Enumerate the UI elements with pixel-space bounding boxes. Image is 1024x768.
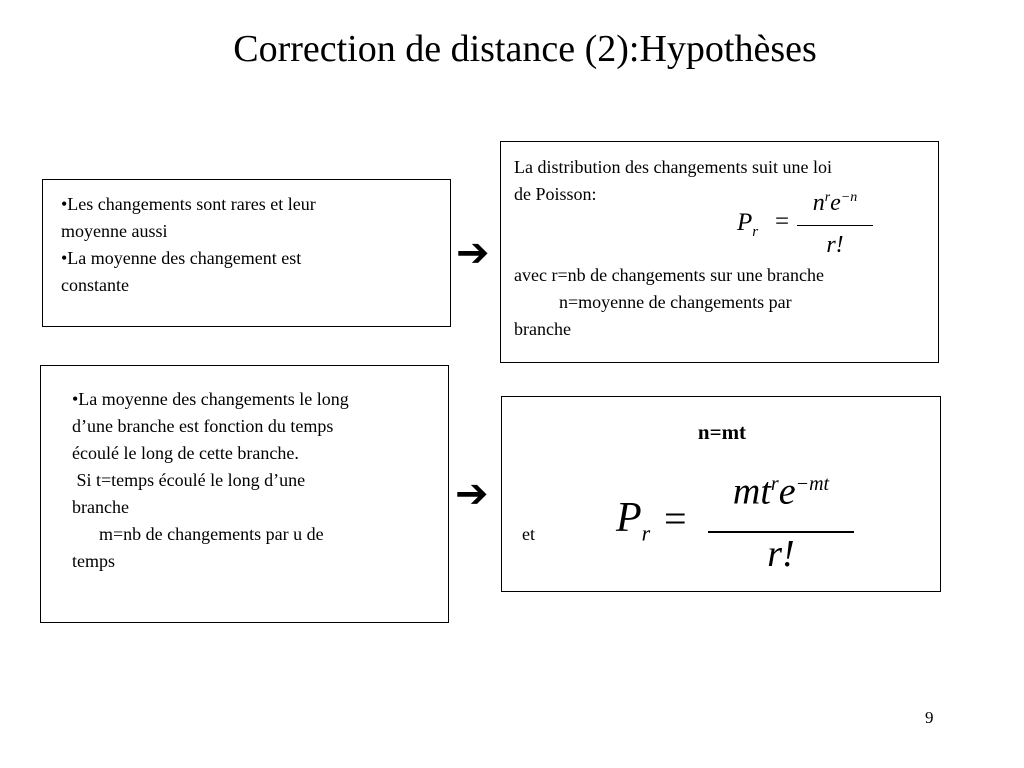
poisson-formula xyxy=(737,186,877,266)
et-label: et xyxy=(522,524,535,544)
formula-equals: = xyxy=(664,496,687,541)
formula-denominator: r! xyxy=(826,232,844,258)
poisson-time-formula xyxy=(616,469,866,589)
text-line: de Poisson: xyxy=(514,184,597,204)
formula-numerator: $n^re^{-n}$ xyxy=(812,190,858,216)
formula-numerator: $mt^re^{-mt}$ xyxy=(732,470,830,513)
text-line: n=moyenne de changements par xyxy=(514,292,792,312)
text-line: •La moyenne des changements le long xyxy=(72,389,349,409)
text-line: branche xyxy=(514,319,571,339)
text-line: La distribution des changements suit une loi xyxy=(514,157,832,177)
arrow-right-icon: ➔ xyxy=(455,471,489,517)
text-line: m=nb de changements par u de xyxy=(72,524,324,544)
text-line: moyenne aussi xyxy=(61,221,168,241)
fraction-bar xyxy=(797,225,873,226)
text-line: constante xyxy=(61,275,129,295)
formula-equals: = xyxy=(775,208,790,235)
text-line: écoulé le long de cette branche. xyxy=(72,443,299,463)
text-line: •Les changements sont rares et leur xyxy=(61,194,316,214)
formula-denominator: r! xyxy=(767,533,795,575)
text-line: d’une branche est fonction du temps xyxy=(72,416,334,436)
text-line: avec r=nb de changements sur une branche xyxy=(514,265,825,285)
text-line: temps xyxy=(72,551,115,571)
text-line: •La moyenne des changement est xyxy=(61,248,302,268)
heading-n-equals-mt: n=mt xyxy=(697,420,747,444)
page-number: 9 xyxy=(925,708,934,727)
arrow-right-icon: ➔ xyxy=(456,230,490,276)
text-line: branche xyxy=(72,497,129,517)
poisson-time-box xyxy=(501,396,941,592)
hypothesis-box-time xyxy=(40,365,449,623)
slide-title: Correction de distance (2):Hypothèses xyxy=(233,28,817,70)
hypothesis-box-rarity xyxy=(42,179,451,327)
formula-lhs: $P_r$ xyxy=(737,209,759,240)
poisson-distribution-box xyxy=(500,141,939,363)
text-line: Si t=temps écoulé le long d’une xyxy=(72,470,306,490)
formula-lhs: $P_r$ xyxy=(616,495,651,546)
